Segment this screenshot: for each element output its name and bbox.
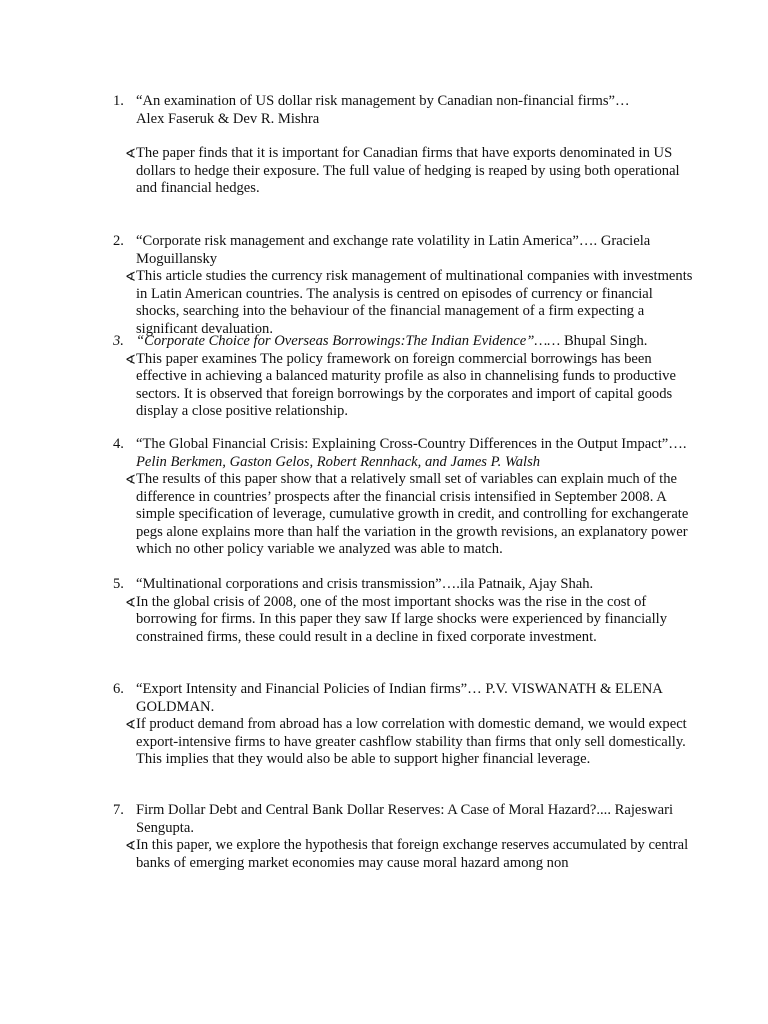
entry-authors: Rajeswari Sengupta. bbox=[136, 802, 673, 836]
arrow-bullet-icon: ∢ bbox=[125, 472, 136, 487]
entry-title: “Export Intensity and Financial Policies of Indian firms”… bbox=[136, 681, 482, 697]
arrow-bullet-icon: ∢ bbox=[125, 838, 136, 853]
entry-heading bbox=[113, 233, 693, 268]
entry-authors: P.V. VISWANATH & ELENA GOLDMAN. bbox=[136, 681, 663, 715]
entry-3 bbox=[113, 333, 693, 421]
entry-authors: Pelin Berkmen, Gaston Gelos, Robert Rennhack, and James P. Walsh bbox=[136, 453, 541, 470]
entry-heading bbox=[113, 93, 693, 128]
entry-summary-text: This paper examines The policy framework on foreign commercial borrowings has been effective in achieving a balanced maturity profile as also in channelising funds to productive sectors. It is observed that foreign borrowings by the corporates and import of capital goods display a close positive relationship. bbox=[136, 350, 676, 419]
entry-heading bbox=[113, 576, 693, 594]
arrow-bullet-icon: ∢ bbox=[125, 594, 136, 610]
entry-number: 6. bbox=[113, 681, 124, 697]
entry-summary-text: If product demand from abroad has a low correlation with domestic demand, we would expect export-intensive firms to have greater cashflow stability than firms that only sell domestically. This implies that they would also be able to support higher financial leverage. bbox=[136, 716, 687, 767]
entry-heading bbox=[113, 681, 693, 716]
entry-summary bbox=[113, 351, 693, 421]
entry-heading bbox=[113, 802, 693, 837]
entry-1 bbox=[113, 93, 693, 198]
entry-summary bbox=[113, 716, 693, 769]
entry-6 bbox=[113, 681, 693, 769]
entry-number: 2. bbox=[113, 233, 124, 249]
entry-title: Firm Dollar Debt and Central Bank Dollar Reserves: A Case of Moral Hazard?.... bbox=[136, 802, 611, 818]
arrow-bullet-icon: ∢ bbox=[125, 269, 136, 284]
entry-title: “An examination of US dollar risk management by Canadian non-financial firms”… bbox=[136, 93, 630, 109]
entry-5 bbox=[113, 576, 693, 646]
entry-summary-text: In the global crisis of 2008, one of the most important shocks was the rise in the cost of borrowing for firms. In this paper they saw If large shocks were experienced by financially constrained firms, these could result in a decline in fixed corporate investment. bbox=[136, 593, 668, 645]
entry-number: 5. bbox=[113, 576, 124, 592]
entry-title: “Corporate risk management and exchange rate volatility in Latin America”…. bbox=[136, 233, 598, 249]
entry-summary-text: In this paper, we explore the hypothesis that foreign exchange reserves accumulated by central banks of emerging market economies may cause moral hazard among non bbox=[136, 837, 689, 871]
entry-7 bbox=[113, 802, 693, 872]
entry-summary-text: The paper finds that it is important for Canadian firms that have exports denominated in US dollars to hedge their exposure. The full value of hedging is reaped by using both operational and financial hedges. bbox=[136, 145, 680, 196]
entry-2 bbox=[113, 233, 693, 338]
entry-4 bbox=[113, 436, 693, 559]
entry-heading bbox=[113, 436, 693, 471]
entry-number: 3. bbox=[113, 333, 124, 349]
entry-summary bbox=[113, 471, 693, 559]
arrow-bullet-icon: ∢ bbox=[125, 146, 136, 161]
entry-title: “Multinational corporations and crisis transmission”…. bbox=[136, 576, 460, 592]
entry-number: 1. bbox=[113, 93, 124, 109]
entry-summary bbox=[113, 837, 693, 872]
entry-summary bbox=[113, 145, 693, 198]
entry-summary-text: This article studies the currency risk management of multinational companies with investments in Latin American countries. The analysis is centred on episodes of currency or financial shocks, searching into the behaviour of the financial management of a firm expecting a significant devaluation. bbox=[136, 268, 693, 337]
entry-number: 7. bbox=[113, 802, 124, 818]
entry-authors: Alex Faseruk & Dev R. Mishra bbox=[136, 110, 320, 127]
entry-number: 4. bbox=[113, 436, 124, 452]
entry-authors: ila Patnaik, Ajay Shah. bbox=[459, 576, 594, 592]
entry-authors: Bhupal Singh. bbox=[563, 333, 648, 349]
entry-summary bbox=[113, 268, 693, 338]
entry-title: “Corporate Choice for Overseas Borrowings:The Indian Evidence”…… bbox=[136, 333, 561, 349]
entry-summary-text: The results of this paper show that a relatively small set of variables can explain much of the difference in countries’ prospects after the financial crisis intensified in September 2008. A simple specification of leverage, cumulative growth in credit, and controlling for exchangerate pegs alone explains more than half the variation in the growth revisions, an explanatory power which no other policy variable we analyzed was able to match. bbox=[136, 471, 689, 557]
entry-authors: Graciela Moguillansky bbox=[136, 233, 651, 267]
arrow-bullet-icon: ∢ bbox=[125, 717, 136, 732]
entry-summary bbox=[113, 594, 693, 647]
entry-title: “The Global Financial Crisis: Explaining Cross-Country Differences in the Output Impact”…. bbox=[136, 436, 687, 452]
entry-heading bbox=[113, 333, 693, 351]
arrow-bullet-icon: ∢ bbox=[125, 351, 136, 367]
